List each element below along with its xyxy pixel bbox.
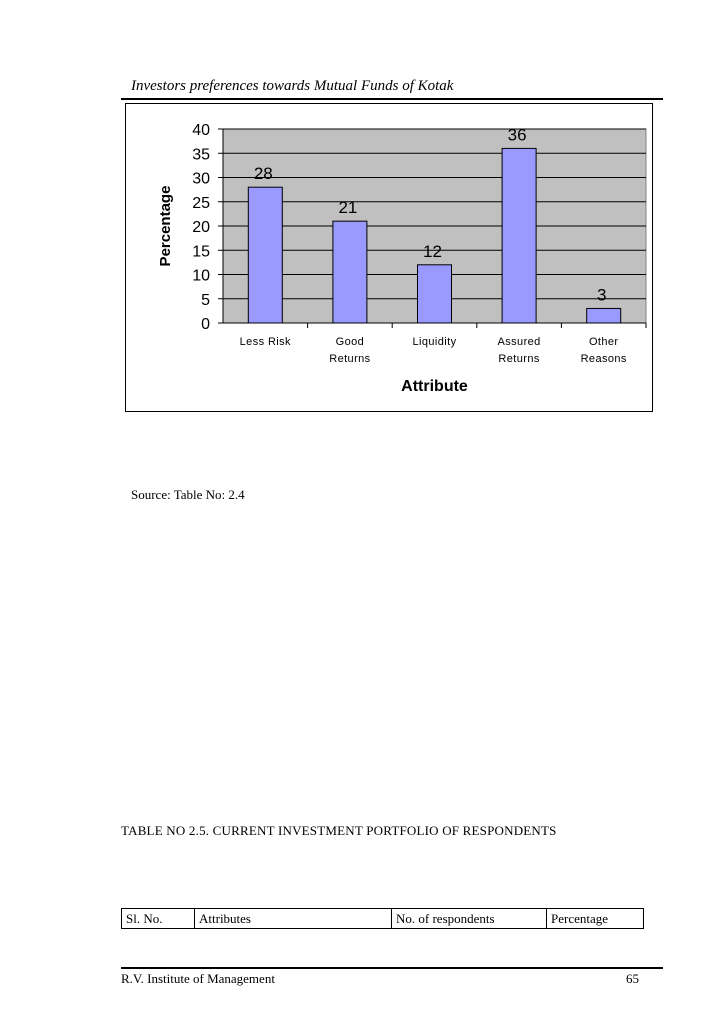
footer-institute: R.V. Institute of Management xyxy=(121,971,275,986)
y-tick-label: 30 xyxy=(192,170,210,188)
x-tick-label: Assured xyxy=(497,336,541,348)
data-label: 12 xyxy=(423,241,442,261)
bar xyxy=(333,221,367,323)
y-tick-label: 10 xyxy=(192,267,210,285)
table-header-row xyxy=(122,909,644,929)
data-label: 28 xyxy=(253,164,273,184)
x-axis-title: Attribute xyxy=(401,378,468,395)
y-tick-label: 40 xyxy=(192,122,210,139)
chart-frame xyxy=(125,103,653,412)
y-tick-label: 15 xyxy=(192,243,210,261)
x-tick-label: Reasons xyxy=(580,353,627,365)
bar xyxy=(418,265,452,323)
header-respondents: No. of respondents xyxy=(392,909,547,929)
portfolio-table xyxy=(121,908,644,929)
heading-divider xyxy=(121,98,663,100)
table-title: TABLE NO 2.5. CURRENT INVESTMENT PORTFOLIO OF RESPONDENTS xyxy=(121,823,557,838)
x-tick-label: Returns xyxy=(498,353,540,365)
y-tick-label: 0 xyxy=(201,316,210,333)
footer-divider xyxy=(121,967,663,969)
y-tick-label: 35 xyxy=(192,146,210,164)
y-tick-label: 25 xyxy=(192,194,210,212)
page-number: 65 xyxy=(626,971,639,986)
bar xyxy=(587,308,621,323)
y-tick-label: 5 xyxy=(201,291,210,309)
x-tick-label: Other xyxy=(588,336,619,348)
chart-heading: Investors preferences towards Mutual Funds of Kotak xyxy=(131,78,454,94)
bar xyxy=(248,187,282,323)
x-tick-label: Liquidity xyxy=(412,336,457,348)
header-percentage: Percentage xyxy=(547,909,644,929)
x-tick-label: Returns xyxy=(329,353,371,365)
data-label: 21 xyxy=(338,198,358,218)
bar xyxy=(502,148,536,323)
x-tick-label: Good xyxy=(335,336,365,348)
y-tick-label: 20 xyxy=(192,219,210,236)
header-sl-no: Sl. No. xyxy=(122,909,195,929)
data-label: 3 xyxy=(596,285,607,305)
y-axis-title: Percentage xyxy=(157,185,174,267)
source-note: Source: Table No: 2.4 xyxy=(131,487,245,502)
header-attributes: Attributes xyxy=(195,909,392,929)
data-label: 36 xyxy=(507,125,527,145)
bar-chart xyxy=(126,104,654,413)
x-tick-label: Less Risk xyxy=(239,336,291,348)
